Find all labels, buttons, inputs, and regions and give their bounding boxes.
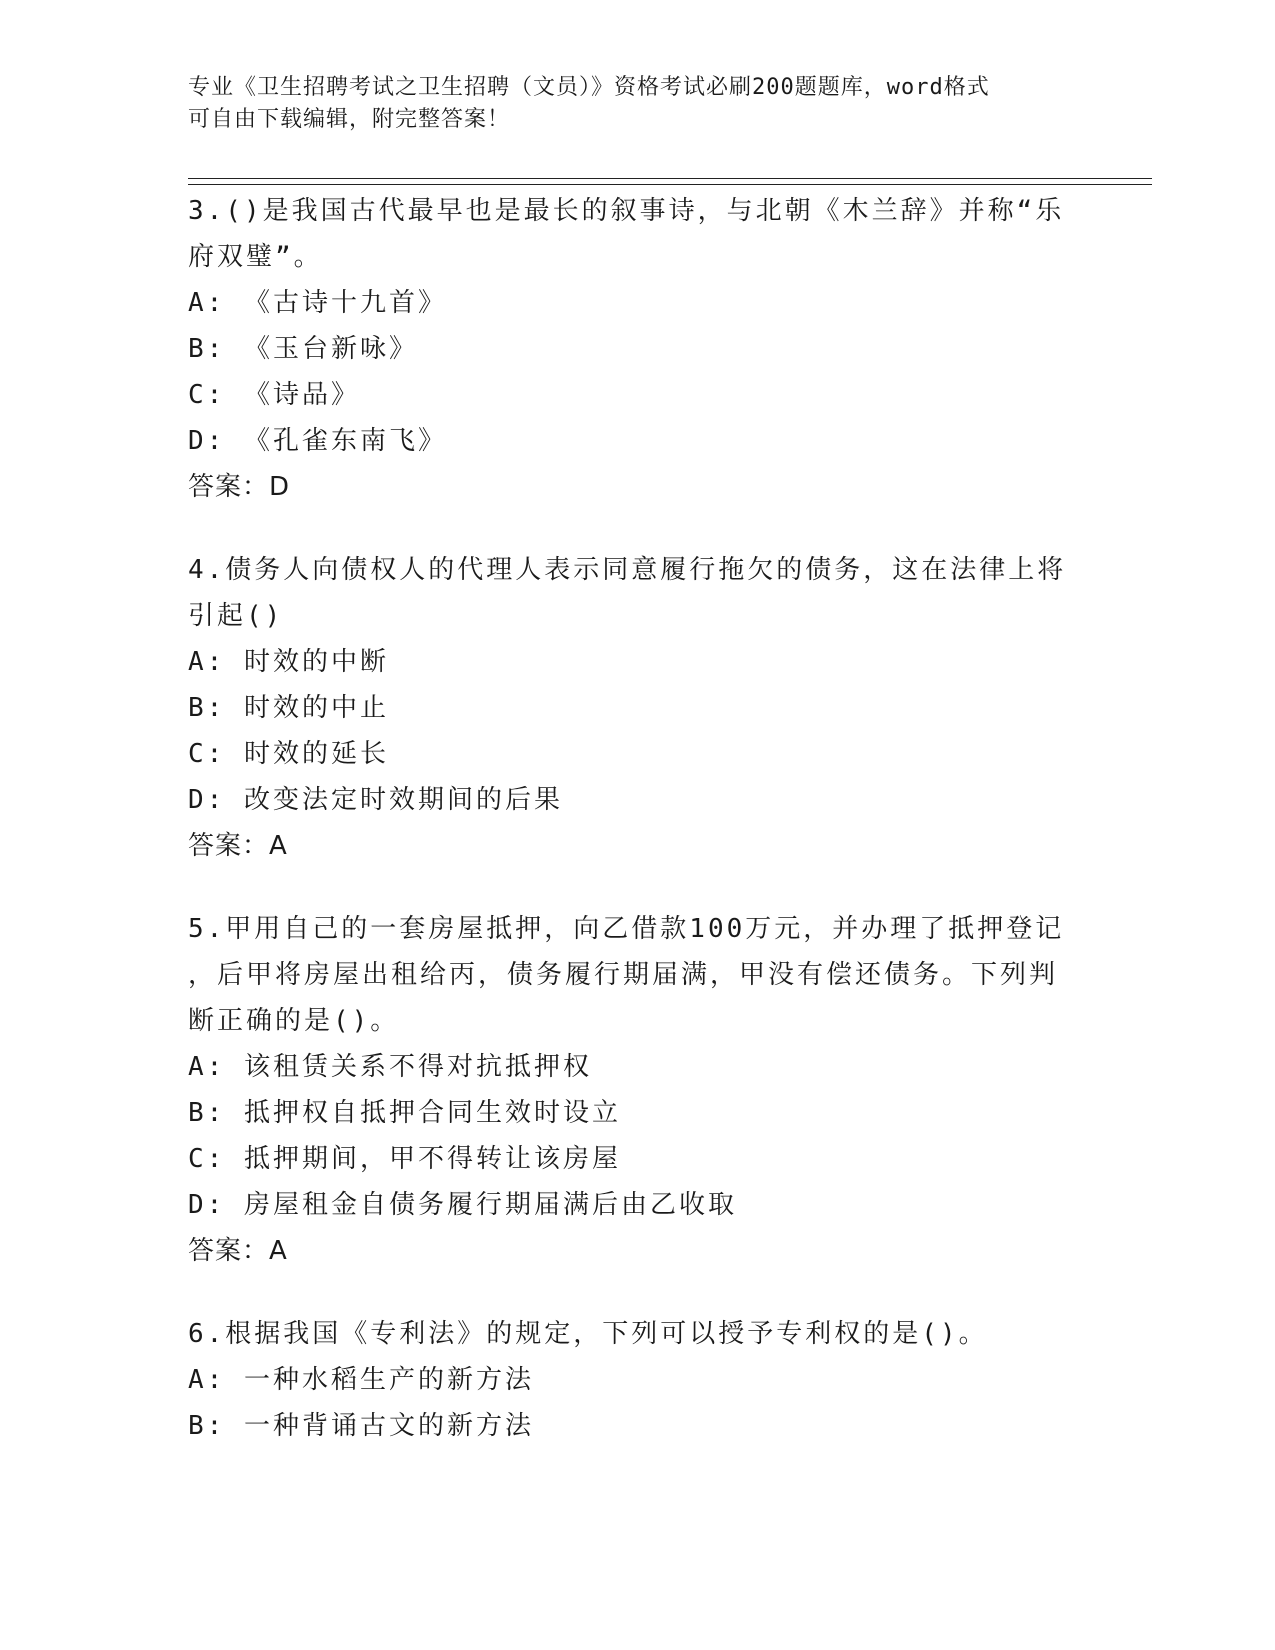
question-stem-line: 6.根据我国《专利法》的规定，下列可以授予专利权的是()。 <box>188 1319 988 1349</box>
option-c: C: 抵押期间，甲不得转让该房屋 <box>188 1144 621 1174</box>
question-stem <box>188 547 1068 639</box>
question-stem-line: 断正确的是()。 <box>188 1006 400 1036</box>
option-a: A: 时效的中断 <box>188 647 389 677</box>
header-title-line-1: 专业《卫生招聘考试之卫生招聘（文员）》资格考试必刷200题题库，word格式 <box>188 75 990 100</box>
question-6 <box>188 1311 1068 1449</box>
question-stem-line: 府双璧”。 <box>188 242 323 272</box>
question-4 <box>188 547 1068 869</box>
question-stem-line: 4.债务人向债权人的代理人表示同意履行拖欠的债务，这在法律上将 <box>188 555 1067 585</box>
document-header <box>188 72 1068 136</box>
question-list <box>188 188 1068 1486</box>
option-b: B: 一种背诵古文的新方法 <box>188 1411 534 1441</box>
question-5 <box>188 906 1068 1274</box>
option-b: B: 《玉台新咏》 <box>188 334 418 364</box>
answer-line: 答案：D <box>188 472 291 502</box>
question-stem-line: 引起() <box>188 601 284 631</box>
question-3 <box>188 188 1068 510</box>
header-divider-bottom <box>188 184 1152 185</box>
option-d: D: 房屋租金自债务履行期届满后由乙收取 <box>188 1190 737 1220</box>
question-stem <box>188 906 1068 1044</box>
question-stem-line: 5.甲用自己的一套房屋抵押，向乙借款100万元，并办理了抵押登记 <box>188 914 1065 944</box>
option-d: D: 《孔雀东南飞》 <box>188 426 447 456</box>
question-stem <box>188 188 1068 280</box>
question-stem-line: ，后甲将房屋出租给丙，债务履行期届满，甲没有偿还债务。下列判 <box>188 960 1059 990</box>
question-stem <box>188 1311 1068 1357</box>
option-b: B: 抵押权自抵押合同生效时设立 <box>188 1098 621 1128</box>
option-d: D: 改变法定时效期间的后果 <box>188 785 563 815</box>
option-a: A: 一种水稻生产的新方法 <box>188 1365 534 1395</box>
header-divider-top <box>188 178 1152 179</box>
header-title-line-2: 可自由下载编辑，附完整答案！ <box>188 107 511 132</box>
answer-line: 答案：A <box>188 1236 288 1266</box>
question-stem-line: 3.()是我国古代最早也是最长的叙事诗，与北朝《木兰辞》并称“乐 <box>188 196 1065 226</box>
option-c: C: 《诗品》 <box>188 380 360 410</box>
answer-line: 答案：A <box>188 831 288 861</box>
option-a: A: 该租赁关系不得对抗抵押权 <box>188 1052 592 1082</box>
option-b: B: 时效的中止 <box>188 693 389 723</box>
option-c: C: 时效的延长 <box>188 739 389 769</box>
option-a: A: 《古诗十九首》 <box>188 288 447 318</box>
